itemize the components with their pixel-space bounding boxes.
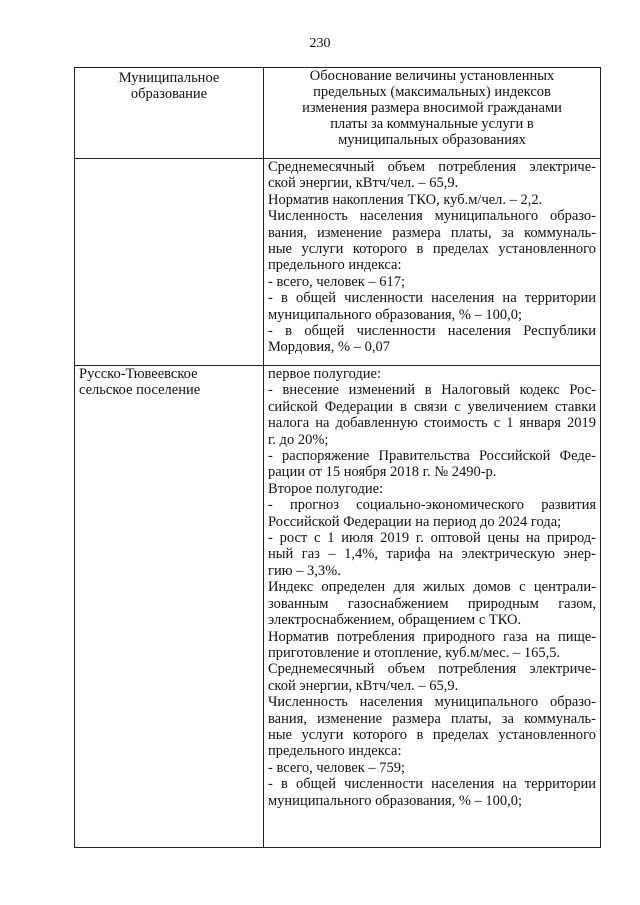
text-line: электроснабжением, обращением с ТКО.	[268, 612, 522, 629]
text-line: зованным газоснабжением природным газом,	[268, 595, 596, 612]
text-line: Среднемесячный объем потребления электриче-	[268, 661, 596, 678]
text-line: Норматив потребления природного газа на пище-	[268, 628, 596, 645]
text-line: ные услуги которого в пределах установленного	[268, 726, 596, 743]
municipality-name: Русско-Тювеевское	[79, 366, 198, 382]
text-line: приготовление и отопление, куб.м/мес. – 165,5.	[268, 644, 561, 661]
text-line: налога на добавленную стоимость с 1 января 2019	[268, 415, 596, 432]
header-municipality	[75, 68, 264, 159]
text-line: Среднемесячный объем потребления электриче-	[268, 159, 596, 175]
text-line: Численность населения муниципального образо-	[268, 208, 596, 225]
justification-cell	[264, 366, 601, 848]
text-line: предельного индекса:	[268, 257, 402, 274]
text-line: ный газ – 1,4%, тарифа на электрическую энер-	[268, 546, 596, 563]
header-col2-line: платы за коммунальные услуги в	[330, 116, 534, 132]
header-col1-line: Муниципальное	[118, 70, 220, 86]
text-line: вания, изменение размера платы, за коммуналь-	[268, 710, 596, 727]
text-line: - в общей численности населения Республики	[268, 323, 596, 340]
text-line: гию – 3,3%.	[268, 562, 341, 579]
text-line: ской энергии, кВтч/чел. – 65,9.	[268, 677, 459, 694]
text-line: сийской Федерации в связи с увеличением ставки	[268, 398, 596, 415]
text-line: - распоряжение Правительства Российской Феде-	[268, 448, 596, 465]
header-col2-line: изменения размера вносимой гражданами	[302, 100, 562, 116]
text-line: Второе полугодие:	[268, 480, 384, 497]
text-line: ные услуги которого в пределах установленного	[268, 241, 596, 258]
text-line: муниципального образования, % – 100,0;	[268, 792, 523, 809]
municipality-cell	[75, 159, 264, 366]
text-line: Российской Федерации на период до 2024 года;	[268, 513, 562, 530]
text-line: вания, изменение размера платы, за коммуналь-	[268, 224, 596, 241]
indices-table	[74, 67, 601, 848]
text-line: Мордовия, % – 0,07	[268, 339, 390, 356]
text-line: Численность населения муниципального образо-	[268, 694, 596, 711]
text-line: муниципального образования, % – 100,0;	[268, 306, 523, 323]
text-line: г. до 20%;	[268, 431, 329, 448]
text-line: - прогноз социально-экономического развития	[268, 497, 596, 514]
table-row	[75, 159, 601, 366]
table-row	[75, 366, 601, 848]
header-col2-line: Обоснование величины установленных	[309, 68, 555, 84]
header-col1-line: образование	[130, 86, 208, 103]
text-line: - всего, человек – 759;	[268, 759, 406, 776]
header-col2-line: муниципальных образованиях	[338, 132, 526, 148]
text-line: первое полугодие:	[268, 366, 382, 382]
text-line: ской энергии, кВтч/чел. – 65,9.	[268, 175, 459, 192]
text-line: рации от 15 ноября 2018 г. № 2490-р.	[268, 464, 497, 481]
text-line: предельного индекса:	[268, 743, 402, 760]
text-line: - внесение изменений в Налоговый кодекс Рос-	[268, 382, 596, 399]
text-line: - в общей численности населения на территории	[268, 290, 596, 307]
text-line: Индекс определен для жилых домов с централи-	[268, 579, 596, 596]
table-header-row	[75, 68, 601, 159]
page-number: 230	[309, 36, 331, 51]
text-line: Норматив накопления ТКО, куб.м/чел. – 2,2.	[268, 191, 543, 208]
header-col2-line: предельных (максимальных) индексов	[313, 84, 551, 100]
header-justification	[264, 68, 601, 159]
text-line: - всего, человек – 617;	[268, 273, 406, 290]
municipality-name: сельское поселение	[79, 382, 201, 399]
municipality-cell	[75, 366, 264, 848]
text-line: - в общей численности населения на территории	[268, 776, 596, 793]
text-line: - рост с 1 июля 2019 г. оптовой цены на природ-	[268, 530, 596, 547]
justification-cell	[264, 159, 601, 366]
